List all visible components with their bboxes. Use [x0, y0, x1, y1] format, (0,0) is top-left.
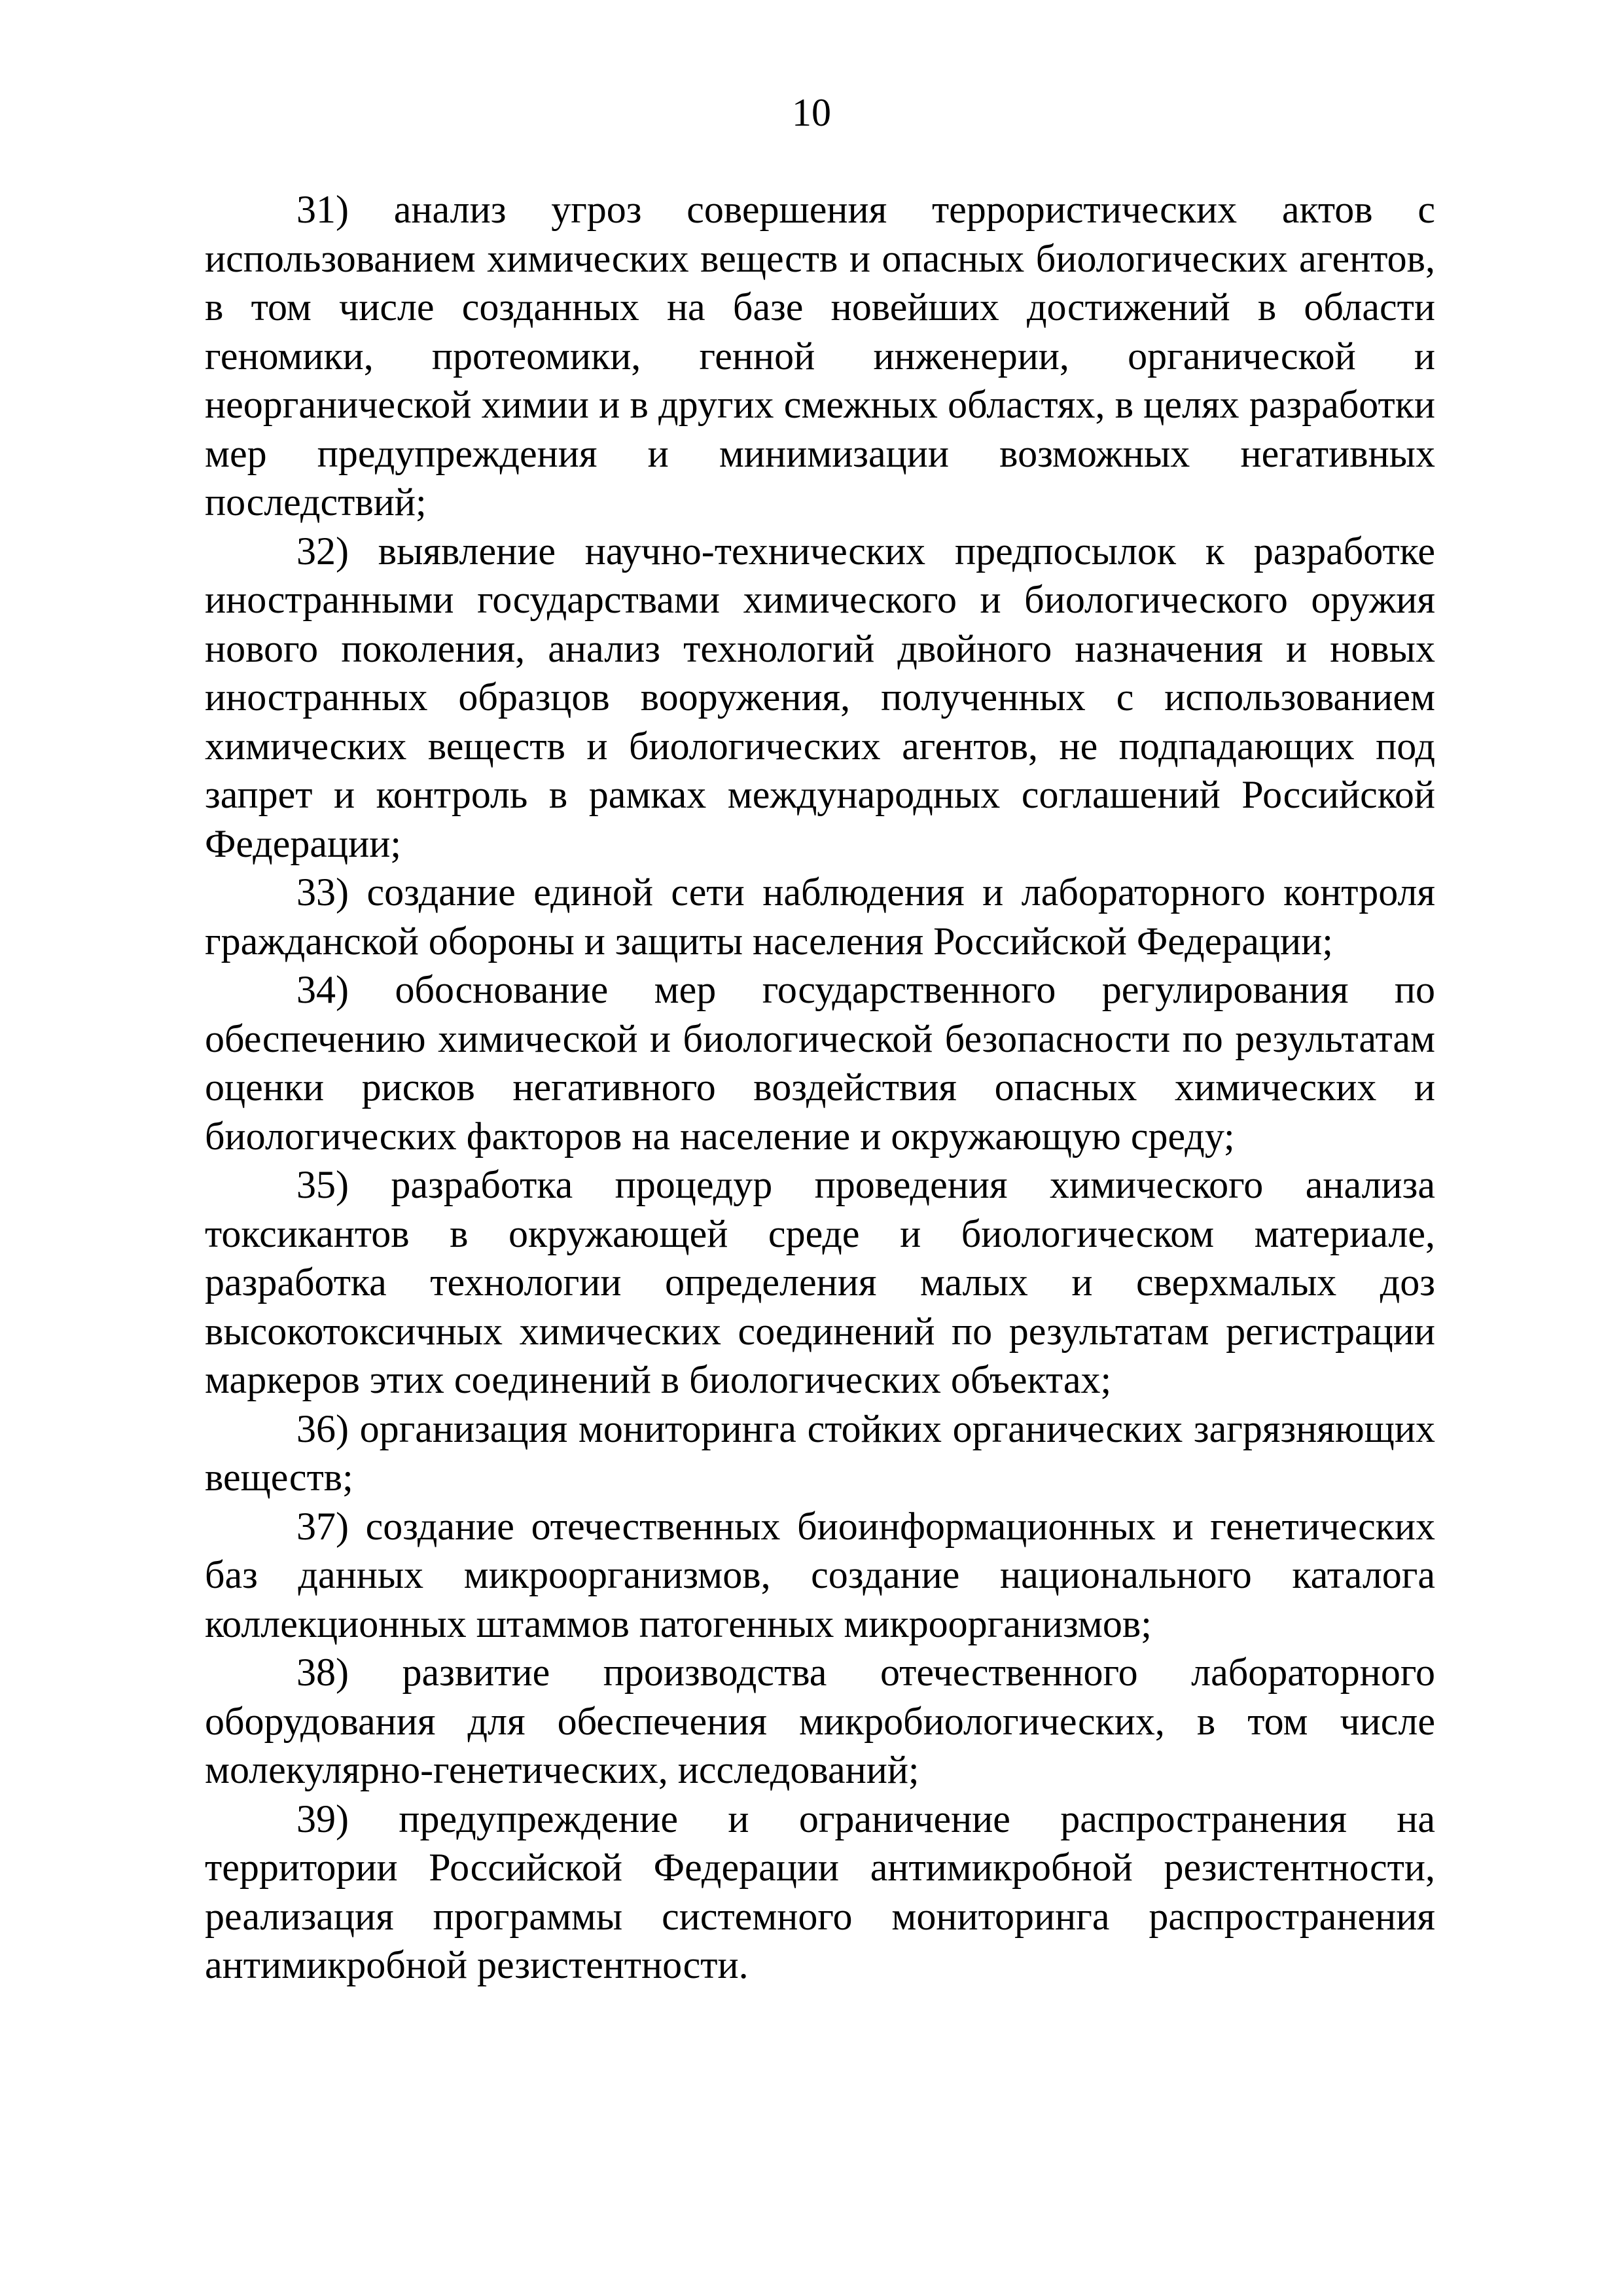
list-item-37 — [205, 1502, 1435, 1649]
item-number: 38) — [296, 1651, 349, 1694]
item-number: 34) — [296, 968, 349, 1011]
document-body — [205, 185, 1435, 1990]
list-item-31 — [205, 185, 1435, 527]
item-text: развитие производства отечественного лабораторного оборудования для обеспечения микробиологических, в том числе молекулярно-генетических, исследований; — [205, 1651, 1435, 1791]
item-text: организация мониторинга стойких органических загрязняющих веществ; — [205, 1407, 1435, 1499]
item-text: обоснование мер государственного регулирования по обеспечению химической и биологической безопасности по результатам оценки рисков негативного воздействия опасных химических и биологических факторов на население и окружающую среду; — [205, 968, 1435, 1158]
item-number: 39) — [296, 1797, 349, 1840]
list-item-38 — [205, 1648, 1435, 1795]
page-number: 10 — [792, 91, 831, 134]
item-text: создание отечественных биоинформационных и генетических баз данных микроорганизмов, создание национального каталога коллекционных штаммов патогенных микроорганизмов; — [205, 1504, 1436, 1645]
item-text: анализ угроз совершения террористических актов с использованием химических веществ и опасных биологических агентов, в том числе созданных на базе новейших достижений в области геномики, протеомики, генной инженерии, органической и неорганической химии и в других смежных областях, в целях разработки мер предупреждения и минимизации возможных негативных последствий; — [205, 188, 1436, 524]
item-text: предупреждение и ограничение распространения на территории Российской Федерации антимикробной резистентности, реализация программы системного мониторинга распространения антимикробной резистентности. — [205, 1797, 1436, 1986]
list-item-35 — [205, 1160, 1435, 1405]
list-item-39 — [205, 1795, 1435, 1990]
list-item-34 — [205, 965, 1435, 1160]
list-item-36 — [205, 1405, 1435, 1502]
item-number: 33) — [296, 870, 349, 914]
item-text: создание единой сети наблюдения и лабораторного контроля гражданской обороны и защиты населения Российской Федерации; — [205, 870, 1436, 963]
list-item-33 — [205, 868, 1435, 965]
item-number: 31) — [296, 188, 349, 231]
item-number: 32) — [296, 529, 349, 573]
list-item-32 — [205, 527, 1435, 869]
item-number: 37) — [296, 1504, 349, 1548]
item-text: разработка процедур проведения химического анализа токсикантов в окружающей среде и биологическом материале, разработка технологии определения малых и сверхмалых доз высокотоксичных химических соединений по результатам регистрации маркеров этих соединений в биологических объектах; — [205, 1163, 1435, 1401]
item-text: выявление научно-технических предпосылок к разработке иностранными государствами химического и биологического оружия нового поколения, анализ технологий двойного назначения и новых иностранных образцов вооружения, полученных с использованием химических веществ и биологических агентов, не подпадающих под запрет и контроль в рамках международных соглашений Российской Федерации; — [205, 529, 1435, 865]
item-number: 35) — [296, 1163, 349, 1206]
item-number: 36) — [296, 1407, 349, 1450]
